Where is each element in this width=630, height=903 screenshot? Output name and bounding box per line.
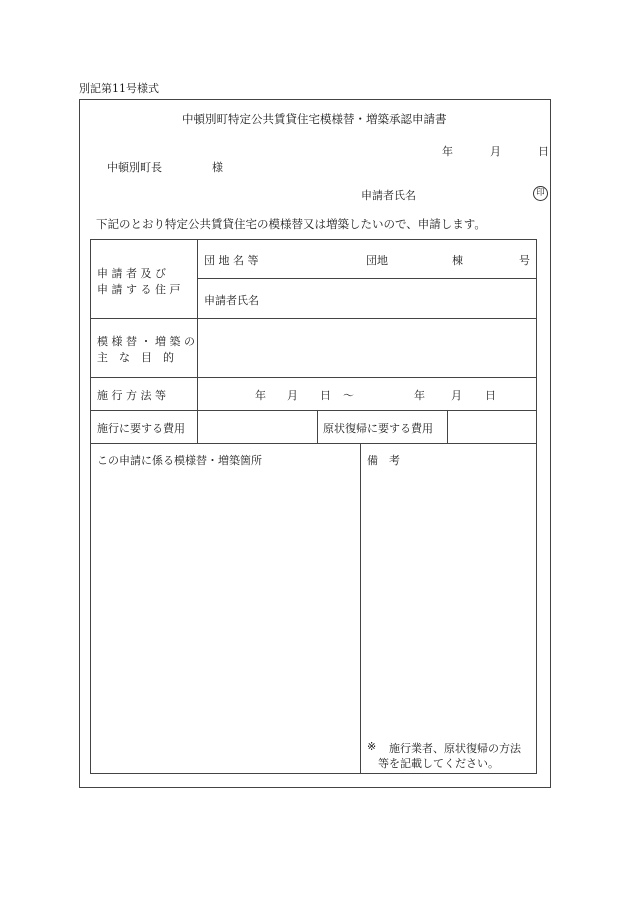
note-mark: ※ xyxy=(367,740,377,753)
seal-mark: 印 xyxy=(533,186,548,201)
note-line1: 施行業者、原状復帰の方法 xyxy=(389,742,521,755)
column-divider xyxy=(317,410,318,443)
date-year-label: 年 xyxy=(442,145,453,158)
applicant-name-cell-label: 申請者氏名 xyxy=(204,294,259,307)
complex-label: 団地 xyxy=(366,254,388,267)
note-line2: 等を記載してください。 xyxy=(378,757,499,770)
row-divider xyxy=(90,443,537,444)
remarks-label: 備 考 xyxy=(367,454,400,467)
column-divider xyxy=(447,410,448,443)
remarks-column-divider xyxy=(360,443,361,774)
applicant-label-line2: 申 請 す る 住 戸 xyxy=(97,283,181,296)
restore-cost-label: 原状復帰に要する費用 xyxy=(323,422,433,435)
building-label: 棟 xyxy=(452,254,463,267)
purpose-label-line1: 模 様 替 ・ 増 築 の xyxy=(97,335,195,348)
end-day-label: 日 xyxy=(485,389,496,402)
addressee-honorific: 様 xyxy=(212,161,223,174)
start-year-label: 年 xyxy=(255,389,266,402)
addressee-name: 中頓別町長 xyxy=(107,161,162,174)
application-table xyxy=(90,239,537,774)
date-day-label: 日 xyxy=(538,145,549,158)
start-month-label: 月 xyxy=(287,389,298,402)
start-day-label: 日 xyxy=(320,389,331,402)
row-divider xyxy=(90,410,537,411)
end-year-label: 年 xyxy=(414,389,425,402)
row-divider xyxy=(197,278,537,279)
complex-name-label: 団 地 名 等 xyxy=(204,254,259,267)
row-divider xyxy=(90,318,537,319)
intro-text: 下記のとおり特定公共賃貸住宅の模様替又は増築したいので、申請します。 xyxy=(96,217,486,231)
form-title: 中頓別町特定公共賃貸住宅模様替・増築承認申請書 xyxy=(182,112,447,126)
date-month-label: 月 xyxy=(490,145,501,158)
form-number: 別記第11号様式 xyxy=(79,82,159,95)
end-month-label: 月 xyxy=(451,389,462,402)
period-tilde: 〜 xyxy=(343,389,354,402)
applicant-name-label: 申請者氏名 xyxy=(361,189,416,202)
label-column-divider xyxy=(197,239,198,443)
purpose-label-line2: 主 な 目 的 xyxy=(97,351,174,364)
applicant-label-line1: 申 請 者 及 び xyxy=(97,267,166,280)
row-divider xyxy=(90,377,537,378)
cost-label: 施行に要する費用 xyxy=(97,422,185,435)
location-label: この申請に係る模様替・増築箇所 xyxy=(97,454,262,467)
unit-label: 号 xyxy=(519,254,530,267)
method-label: 施 行 方 法 等 xyxy=(97,389,166,402)
